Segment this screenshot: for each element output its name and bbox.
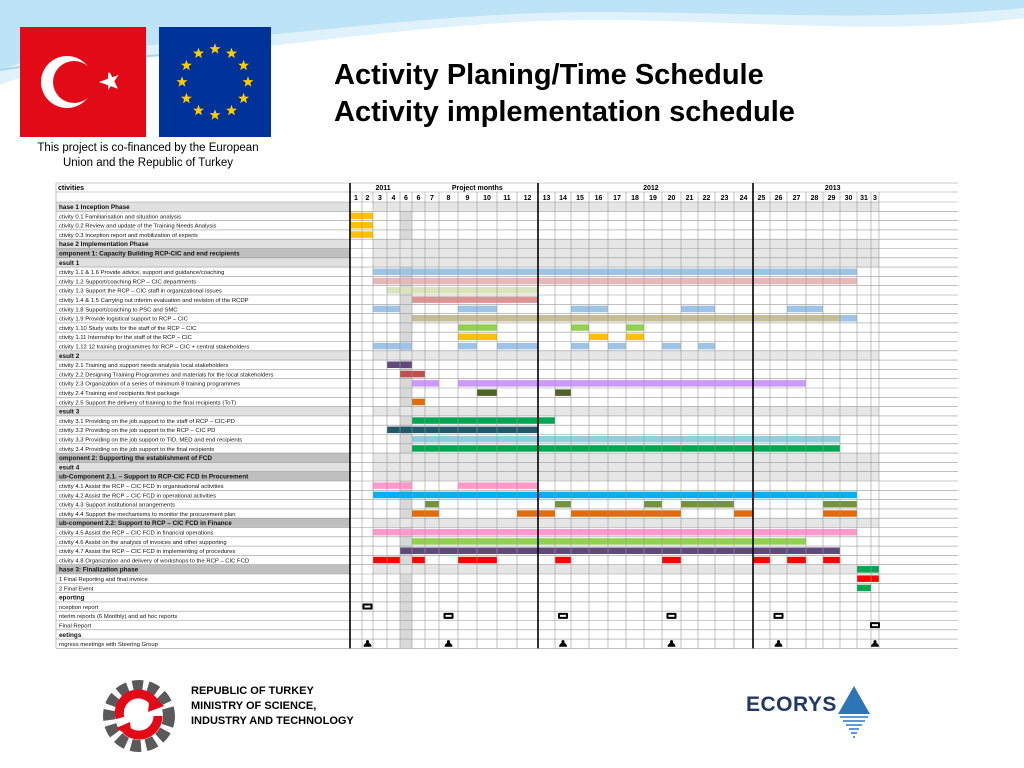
row-label: ctivity 1.12 12 training programmes for RCP – CIC + central stakeholders bbox=[59, 344, 250, 351]
row-label: eporting bbox=[59, 594, 85, 602]
row-label: rogress meetings with Steering Group bbox=[59, 642, 158, 649]
month-tick-label: 19 bbox=[649, 195, 657, 202]
month-tick-label: 3 bbox=[873, 195, 877, 202]
ministry-logo-icon bbox=[98, 676, 180, 756]
gantt-bar bbox=[387, 287, 538, 294]
row-label: ctivity 4.3 Support institutional arrangements bbox=[59, 502, 175, 509]
row-label: ctivity 3.1 Providing on the job support to the staff of RCP – CIC-PD bbox=[59, 418, 235, 425]
gantt-bar bbox=[840, 315, 857, 322]
month-tick-label: 3 bbox=[378, 195, 382, 202]
row-label: ctivity 4.4 Support the mechanisms to monitor the procurement plan bbox=[59, 511, 236, 518]
gantt-bar bbox=[571, 306, 608, 313]
ministry-line-3: INDUSTRY AND TECHNOLOGY bbox=[191, 715, 354, 727]
row-label: ctivity 1.1 & 1.6 Provide advice, support and guidance/coaching bbox=[59, 270, 225, 277]
gantt-bar bbox=[350, 231, 373, 238]
row-label: ctivity 0.1 Familiarisation and situation analysis bbox=[59, 214, 182, 221]
month-tick-label: 22 bbox=[702, 195, 711, 202]
gantt-bar bbox=[412, 417, 538, 424]
report-icon-slot bbox=[776, 615, 782, 617]
gantt-bar bbox=[373, 306, 400, 313]
gantt-bar bbox=[770, 548, 840, 555]
row-label: esult 1 bbox=[59, 259, 80, 267]
gantt-bar bbox=[373, 482, 412, 489]
row-label: omponent 1: Capacity Building RCP-CIC and end recipients bbox=[59, 250, 240, 258]
gantt-bar bbox=[538, 417, 555, 424]
section-label-bg bbox=[56, 462, 350, 471]
row-label: ctivity 2.2 Designing Training Programmes and materials for the local stakeholders bbox=[59, 372, 274, 379]
row-label: ctivity 4.1 Assist the RCP – CIC FCD in organisational activities bbox=[59, 484, 224, 490]
row-label: esult 2 bbox=[59, 352, 80, 360]
month-tick-label: 29 bbox=[827, 195, 836, 202]
row-label: nterim reports (6 Monthly) and ad hoc reports bbox=[59, 614, 178, 621]
gantt-bar bbox=[626, 324, 644, 331]
month-tick-label: 24 bbox=[739, 195, 748, 202]
row-label: ctivity 2.1 Training and support needs analysis local stakeholders bbox=[59, 363, 229, 370]
row-label: ctivity 4.2 Assist the RCP – CIC FCD in operational activities bbox=[59, 493, 217, 500]
gantt-bar bbox=[373, 557, 400, 564]
row-label: 2 Final Event bbox=[59, 586, 94, 593]
row-label: 1 Final Reporting and final invoice bbox=[59, 577, 148, 583]
row-label: ctivity 1.10 Study visits for the staff of the RCP – CIC bbox=[59, 325, 197, 332]
month-tick-label: 28 bbox=[810, 195, 819, 202]
year-label: 2013 bbox=[824, 185, 841, 192]
gantt-bar bbox=[387, 427, 412, 434]
month-tick-label: 7 bbox=[430, 195, 434, 202]
row-label: ctivity 1.2 Support/coaching RCP – CIC departments bbox=[59, 279, 197, 286]
gantt-bar bbox=[458, 324, 497, 331]
gantt-bar bbox=[412, 427, 538, 434]
report-icon bbox=[558, 613, 568, 619]
gantt-bar bbox=[412, 538, 806, 545]
gantt-bar bbox=[644, 501, 662, 508]
month-tick-label: 21 bbox=[685, 195, 694, 202]
report-icon-slot bbox=[872, 624, 878, 626]
row-label: ctivity 2.4 Training end recipients first package bbox=[59, 391, 180, 397]
gantt-bar bbox=[589, 334, 608, 341]
row-label: ub-component 2.2: Support to RCP – CIC FCD in Finance bbox=[59, 520, 232, 528]
row-label: nception report bbox=[59, 604, 99, 611]
section-label-bg bbox=[56, 258, 350, 267]
month-tick-label: 30 bbox=[844, 195, 853, 202]
report-icon bbox=[667, 613, 677, 619]
gantt-bar bbox=[517, 510, 555, 517]
gantt-bar bbox=[555, 501, 571, 508]
meeting-icon bbox=[775, 640, 783, 647]
meeting-icon bbox=[871, 640, 879, 647]
gantt-bar bbox=[497, 343, 538, 350]
gantt-bar bbox=[734, 510, 753, 517]
month-tick-label: 26 bbox=[774, 195, 783, 202]
report-icon bbox=[444, 613, 454, 619]
meeting-icon-head bbox=[366, 640, 369, 643]
row-label: ctivity 3.4 Providing on the job support to the final recipients bbox=[59, 446, 215, 453]
gantt-bar bbox=[458, 557, 497, 564]
ecorys-logo-icon bbox=[836, 684, 872, 744]
gantt-bar bbox=[608, 343, 626, 350]
row-label: ctivity 3.3 Providing on the job support to TID, MED and end recipients bbox=[59, 437, 243, 444]
row-label: ctivity 2.3 Organization of a series of minimum 8 training programmes bbox=[59, 381, 241, 388]
gantt-bar bbox=[400, 371, 425, 378]
title-line-1: Activity Planing/Time Schedule bbox=[334, 59, 764, 91]
gantt-bar bbox=[458, 306, 497, 313]
gantt-bar bbox=[571, 343, 589, 350]
gantt-bar bbox=[626, 334, 644, 341]
row-label: ctivity 1.8 Support/coaching to PSC and SMC bbox=[59, 307, 178, 314]
month-tick-label: 23 bbox=[720, 195, 729, 202]
gantt-bar bbox=[698, 343, 715, 350]
gantt-bar bbox=[857, 585, 871, 592]
row-label: ctivity 1.4 & 1.5 Carrying out interim evaluation and revision of the RCDP bbox=[59, 298, 249, 304]
row-label: omponent 2: Supporting the establishment of FCD bbox=[59, 455, 213, 463]
gantt-bar bbox=[823, 557, 840, 564]
month-tick-label: 4 bbox=[391, 195, 396, 202]
gantt-bar bbox=[571, 324, 589, 331]
gantt-bar bbox=[373, 269, 857, 276]
gantt-bar bbox=[412, 380, 439, 387]
meeting-icon-head bbox=[447, 640, 450, 643]
row-label: ctivity 1.3 Support the RCP – CIC staff in organizational issues bbox=[59, 288, 222, 295]
gantt-bar bbox=[681, 548, 770, 555]
year-label: 2011 bbox=[375, 185, 391, 192]
year-label: Project months bbox=[451, 185, 503, 192]
gantt-bar bbox=[458, 334, 497, 341]
report-icon-slot bbox=[669, 615, 675, 617]
gantt-bar bbox=[662, 343, 681, 350]
row-label: hase 2 Implementation Phase bbox=[59, 241, 149, 249]
row-label: ctivity 1.9 Provide logistical support to RCP – CIC bbox=[59, 316, 188, 323]
gantt-bar bbox=[458, 343, 477, 350]
ecorys-logo-text: ECORYS bbox=[746, 693, 837, 716]
meeting-icon-head bbox=[873, 640, 876, 643]
row-label: esult 4 bbox=[59, 464, 80, 472]
cofinance-line-2: Union and the Republic of Turkey bbox=[62, 157, 234, 169]
month-tick-label: 2 bbox=[365, 195, 370, 202]
row-label: ctivity 1.11 Internship for the staff of the RCP – CIC bbox=[59, 335, 192, 342]
meeting-icon bbox=[364, 640, 372, 647]
gantt-bar bbox=[425, 501, 439, 508]
section-label-bg bbox=[56, 407, 350, 416]
row-label: ctivity 0.2 Review and update of the Training Needs Analysis bbox=[59, 223, 217, 230]
gantt-bar bbox=[787, 306, 823, 313]
month-tick-label: 31 bbox=[860, 195, 868, 202]
gantt-bar bbox=[350, 213, 373, 220]
gantt-bar bbox=[412, 557, 425, 564]
gantt-bar bbox=[787, 557, 806, 564]
month-tick-label: 16 bbox=[594, 195, 603, 202]
month-tick-label: 20 bbox=[667, 195, 676, 202]
row-label: ctivity 4.7 Assist the RCP – CIC FCD in implementing of procedures bbox=[59, 549, 236, 556]
gantt-bar bbox=[857, 575, 879, 582]
gantt-bar bbox=[458, 380, 538, 387]
title-line-2: Activity implementation schedule bbox=[334, 96, 795, 128]
meeting-icon-head bbox=[670, 640, 673, 643]
gantt-bar bbox=[412, 399, 425, 406]
gantt-bar bbox=[681, 501, 734, 508]
month-tick-label: 27 bbox=[792, 195, 801, 202]
gantt-bar bbox=[753, 557, 770, 564]
month-tick-label: 1 bbox=[354, 195, 358, 202]
gantt-bar bbox=[387, 362, 412, 369]
gantt-bar bbox=[373, 343, 412, 350]
report-icon-slot bbox=[560, 615, 566, 617]
report-icon bbox=[774, 613, 784, 619]
month-tick-label: 11 bbox=[503, 195, 511, 202]
report-icon-slot bbox=[446, 615, 452, 617]
gantt-bar bbox=[373, 278, 857, 285]
gantt-bar bbox=[538, 380, 806, 387]
ministry-line-2: MINISTRY OF SCIENCE, bbox=[191, 700, 317, 712]
row-label: ub-Component 2.1. – Support to RCP-CIC FCD in Procurement bbox=[59, 473, 249, 481]
ministry-name bbox=[191, 684, 354, 729]
gantt-bar bbox=[350, 222, 373, 229]
row-label: hase 3: Finalization phase bbox=[59, 566, 139, 574]
meeting-icon bbox=[445, 640, 453, 647]
activities-header: ctivities bbox=[58, 185, 85, 192]
gantt-bar bbox=[373, 529, 823, 536]
row-label: ctivity 3.2 Providing on the job support to the RCP – CIC PD bbox=[59, 428, 216, 435]
month-tick-label: 17 bbox=[613, 195, 621, 202]
row-label: ctivity 4.5 Assist the RCP – CIC FCD in financial operations bbox=[59, 530, 214, 537]
ministry-line-1: REPUBLIC OF TURKEY bbox=[191, 685, 314, 697]
section-label-bg bbox=[56, 351, 350, 360]
gantt-bar bbox=[857, 566, 879, 573]
month-tick-label: 6 bbox=[416, 195, 421, 202]
gantt-bar bbox=[458, 482, 538, 489]
report-icon-slot bbox=[365, 606, 371, 608]
report-icon bbox=[870, 622, 880, 628]
month-tick-label: 25 bbox=[757, 195, 766, 202]
meeting-icon-head bbox=[777, 640, 780, 643]
month-tick-label: 9 bbox=[465, 195, 470, 202]
row-label: ctivity 2.5 Support the delivery of training to the final recipients (ToT) bbox=[59, 400, 237, 407]
gantt-bar bbox=[555, 557, 571, 564]
row-label: Final Report bbox=[59, 623, 92, 630]
meeting-icon bbox=[668, 640, 676, 647]
month-tick-label: 18 bbox=[631, 195, 639, 202]
gantt-bar bbox=[400, 548, 681, 555]
row-label: ctivity 4.8 Organization and delivery of workshops to the RCP – CIC FCD bbox=[59, 558, 250, 565]
report-icon bbox=[363, 604, 373, 610]
row-label: ctivity 4.6 Assist on the analysis of invoices and other supporting bbox=[59, 539, 227, 546]
month-tick-label: 15 bbox=[576, 195, 584, 202]
month-tick-label: 10 bbox=[483, 195, 491, 202]
gantt-bar bbox=[373, 492, 857, 499]
month-tick-label: 8 bbox=[446, 195, 451, 202]
month-tick-label: 14 bbox=[559, 195, 567, 202]
row-label: ctivity 0.3 Inception report and mobilization of experts bbox=[59, 232, 198, 239]
cofinance-line-1: This project is co-financed by the European bbox=[37, 142, 259, 154]
gantt-bar bbox=[412, 296, 538, 303]
row-label: esult 3 bbox=[59, 408, 80, 416]
month-tick-label: 12 bbox=[523, 195, 532, 202]
row-label: eetings bbox=[59, 631, 82, 639]
gantt-bar bbox=[477, 389, 497, 396]
meeting-icon-head bbox=[561, 640, 564, 643]
year-label: 2012 bbox=[643, 185, 659, 192]
gantt-bar bbox=[412, 510, 439, 517]
meeting-icon bbox=[559, 640, 567, 647]
gantt-bar bbox=[662, 557, 681, 564]
row-label: hase 1 Inception Phase bbox=[59, 204, 130, 211]
month-tick-label: 6 bbox=[404, 195, 408, 202]
gantt-bar bbox=[555, 389, 571, 396]
month-tick-label: 13 bbox=[542, 195, 551, 202]
